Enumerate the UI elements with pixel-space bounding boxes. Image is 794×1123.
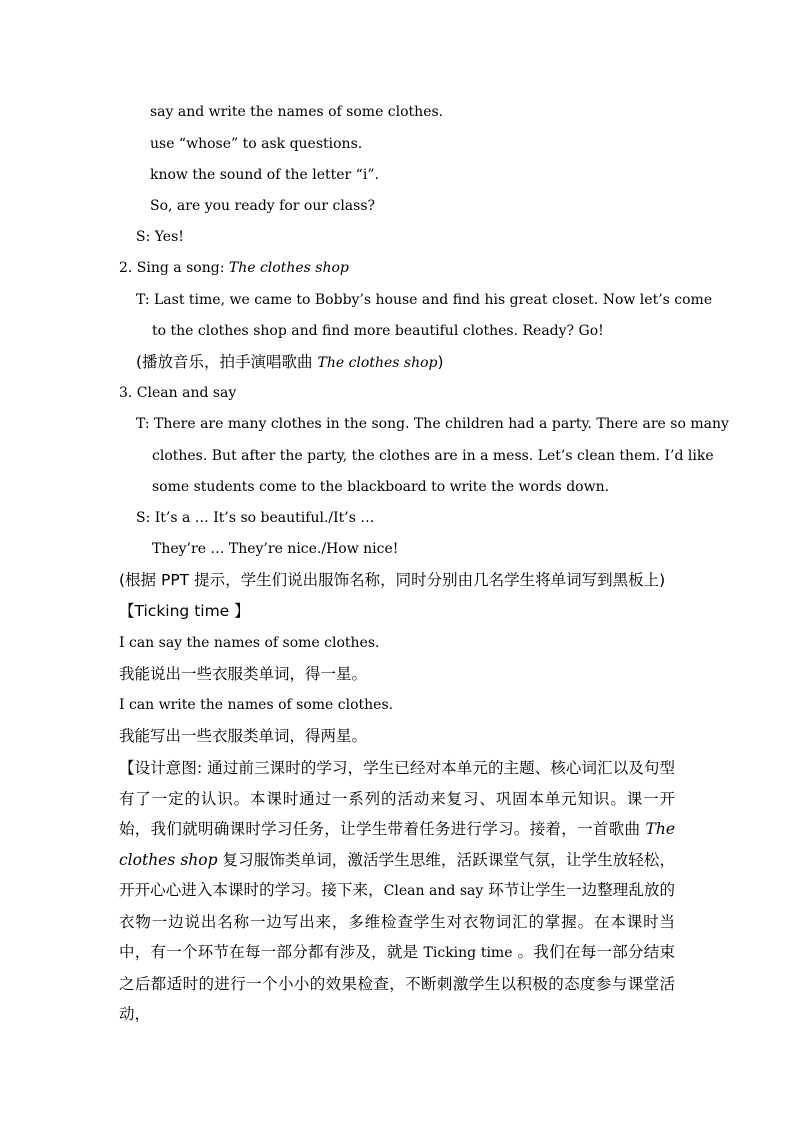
- objective-whose: use “whose” to ask questions.: [150, 136, 363, 152]
- step-3-note: (根据 PPT 提示，学生们说出服饰名称，同时分别由几名学生将单词写到黑板上): [119, 571, 666, 589]
- ready-question: So, are you ready for our class?: [150, 198, 376, 214]
- can-say-en: I can say the names of some clothes.: [119, 635, 380, 651]
- clean-and-say-term: Clean and say: [383, 883, 484, 899]
- ticking-time-heading: 【Ticking time 】: [119, 602, 250, 620]
- student-line-2: They’re … They’re nice./How nice!: [152, 541, 399, 557]
- can-write-en: I can write the names of some clothes.: [119, 697, 394, 713]
- song-title-design: The clothes shop: [119, 820, 675, 869]
- can-say-zh: 我能说出一些衣服类单词，得一星。: [119, 665, 368, 683]
- song-title: The clothes shop: [228, 260, 349, 276]
- student-yes: S: Yes!: [136, 229, 184, 245]
- step-2-heading: [119, 258, 349, 278]
- step-3-heading: 3. Clean and say: [119, 385, 237, 401]
- objective-letter-sound: know the sound of the letter “i”.: [150, 167, 379, 183]
- objective-say-write: say and write the names of some clothes.: [150, 104, 444, 120]
- student-line-1: S: It’s a … It’s so beautiful./It’s …: [136, 510, 375, 526]
- can-write-zh: 我能写出一些衣服类单词，得两星。: [119, 727, 368, 745]
- step-2-note: (播放音乐，拍手演唱歌曲 The clothes shop): [136, 353, 444, 371]
- teacher-line-1a: T: Last time, we came to Bobby’s house and find his great closet. Now let’s come: [136, 292, 713, 308]
- song-title-note: The clothes shop: [317, 355, 438, 371]
- design-intent-paragraph: 【设计意图: 通过前三课时的学习，学生已经对本单元的主题、核心词汇以及句型有了一定的认识。本课时通过一系列的活动来复习、巩固本单元知识。课一开始，我们就明确课时学习任务，让学生带着任务进行学习。接着，一首歌曲 The clothes shop 复习服饰类单词，激活学生思维，活跃课堂气氛，让学生放轻松，开开心心进入本课时的学习。接下来，Clean and say 环节让学生一边整理乱放的衣物一边说出名称一边写出来，多维检查学生对衣物词汇的掌握。在本课时当中，有一个环节在每一部分都有涉及，就是 Ticking time 。我们在每一部分结束之后都适时的进行一个小小的效果检查，不断刺激学生以积极的态度参与课堂活动，: [119, 759, 675, 1023]
- step-2-label: 2. Sing a song:: [119, 260, 229, 276]
- ticking-time-term: Ticking time: [423, 945, 513, 961]
- teacher-line-2b: clothes. But after the party, the clothes are in a mess. Let’s clean them. I’d like: [152, 448, 714, 464]
- teacher-line-1b: to the clothes shop and find more beautiful clothes. Ready? Go!: [152, 323, 604, 339]
- teacher-line-2a: T: There are many clothes in the song. The children had a party. There are so many: [136, 416, 729, 432]
- teacher-line-2c: some students come to the blackboard to write the words down.: [152, 479, 610, 495]
